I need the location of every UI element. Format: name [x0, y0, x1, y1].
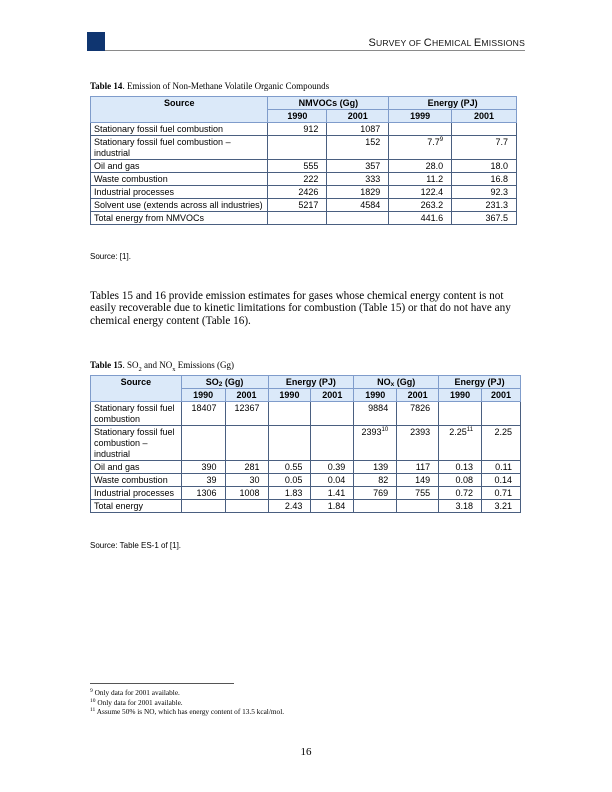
table-row-total: [91, 212, 517, 225]
value-text: 2.43: [284, 501, 303, 511]
table15-caption-label: Table 15: [90, 360, 123, 370]
footnote-text: Only data for 2001 available.: [92, 688, 180, 697]
header-text: NO: [377, 377, 391, 387]
source-cell: Waste combustion: [91, 474, 182, 487]
value-text: 9884: [368, 403, 389, 413]
value-text: 3.21: [494, 501, 512, 511]
value-text: 122.4: [420, 187, 444, 197]
table15-caption: [90, 360, 234, 373]
col-header-year: 1990: [439, 389, 482, 402]
header-title-part: S: [368, 37, 376, 49]
value-cell: [327, 212, 389, 225]
value-cell: [311, 461, 354, 474]
table14-source-note: Source: [1].: [90, 252, 131, 261]
col-header-energy-so2: Energy (PJ): [268, 376, 354, 389]
caption-text: and NO: [141, 360, 173, 370]
footnotes: [90, 688, 284, 717]
table-row: [91, 461, 521, 474]
body-paragraph: Tables 15 and 16 provide emission estimates for gases whose chemical energy content is not easily recoverable due to kinetic limitations for combustion (Table 15) or that do not have any chemical energy content (Table 16).: [90, 290, 511, 327]
source-cell: Stationary fossil fuel combustion – industrial: [91, 136, 268, 160]
footnote: [90, 688, 284, 698]
value-cell: [181, 426, 225, 461]
value-text: 12367: [234, 403, 260, 413]
value-text: 30: [249, 475, 260, 485]
value-cell: [452, 123, 517, 136]
value-cell: 357: [327, 160, 389, 173]
col-header-so2: [181, 376, 268, 389]
value-cell: [397, 487, 439, 500]
col-header-year: 1990: [268, 110, 327, 123]
value-text: 0.13: [455, 462, 474, 472]
value-text: 7.7: [427, 137, 440, 147]
value-text: 0.04: [327, 475, 346, 485]
value-cell: [311, 474, 354, 487]
value-cell: [311, 402, 354, 426]
value-cell: [482, 461, 521, 474]
caption-text: . SO: [122, 360, 139, 370]
caption-subscript: x: [172, 365, 176, 373]
table-row: [91, 402, 521, 426]
col-header-nox: [354, 376, 439, 389]
value-text: 755: [415, 488, 431, 498]
col-header-year: 2001: [311, 389, 354, 402]
value-text: 0.14: [494, 475, 512, 485]
table-row: [91, 123, 517, 136]
value-cell: [311, 500, 354, 513]
value-text: 139: [373, 462, 389, 472]
table-row: [91, 136, 517, 160]
value-cell: [268, 136, 327, 160]
col-header-year: 1990: [181, 389, 225, 402]
value-text: 769: [373, 488, 389, 498]
col-header-energy-nox: Energy (PJ): [439, 376, 521, 389]
value-text: 39: [206, 475, 217, 485]
header-rule: [105, 50, 525, 51]
value-cell: [181, 461, 225, 474]
table-row: [91, 426, 521, 461]
value-cell: [482, 487, 521, 500]
value-text: 263.2: [420, 200, 444, 210]
value-text: 28.0: [425, 161, 444, 171]
value-cell: [354, 426, 397, 461]
source-cell: Oil and gas: [91, 461, 182, 474]
col-header-energy: Energy (PJ): [389, 97, 517, 110]
value-cell: [268, 487, 311, 500]
col-header-source: Source: [91, 97, 268, 123]
table14-caption: [90, 81, 329, 91]
footnote-ref: 11: [466, 427, 474, 433]
value-text: 149: [415, 475, 431, 485]
value-cell: [482, 500, 521, 513]
value-cell: 222: [268, 173, 327, 186]
value-cell: [181, 402, 225, 426]
source-cell: Total energy from NMVOCs: [91, 212, 268, 225]
value-cell: [311, 487, 354, 500]
source-cell: Stationary fossil fuel combustion: [91, 123, 268, 136]
col-header-year: 1999: [389, 110, 452, 123]
table14-caption-label: Table 14: [90, 81, 123, 91]
value-cell: [482, 402, 521, 426]
value-cell: [311, 426, 354, 461]
value-cell: [389, 199, 452, 212]
value-text: 1.83: [284, 488, 303, 498]
value-text: 0.08: [455, 475, 474, 485]
value-text: 2393: [410, 427, 431, 437]
value-cell: [439, 402, 482, 426]
value-cell: 231.3: [452, 199, 517, 212]
col-header-nmvocs: NMVOCs (Gg): [268, 97, 389, 110]
value-cell: [397, 500, 439, 513]
col-header-year: 1990: [354, 389, 397, 402]
value-text: 0.39: [327, 462, 346, 472]
value-text: 0.71: [494, 488, 512, 498]
header-subscript: 2: [218, 381, 223, 388]
value-text: 11.2: [426, 174, 444, 184]
value-text: 18407: [191, 403, 217, 413]
value-cell: [439, 426, 482, 461]
value-cell: 18.0: [452, 160, 517, 173]
source-cell: Solvent use (extends across all industries): [91, 199, 268, 212]
value-cell: [397, 461, 439, 474]
source-cell: Industrial processes: [91, 487, 182, 500]
value-cell: [268, 461, 311, 474]
value-cell: [389, 212, 452, 225]
table-row: [91, 160, 517, 173]
value-cell: 555: [268, 160, 327, 173]
col-header-year: 2001: [482, 389, 521, 402]
running-header-title: [368, 37, 525, 49]
value-text: 82: [378, 475, 389, 485]
value-cell: [354, 461, 397, 474]
value-cell: [225, 474, 268, 487]
value-cell: [397, 402, 439, 426]
value-cell: 1829: [327, 186, 389, 199]
value-text: 0.72: [455, 488, 474, 498]
value-cell: 1087: [327, 123, 389, 136]
value-cell: 4584: [327, 199, 389, 212]
value-cell: [354, 487, 397, 500]
value-cell: [439, 461, 482, 474]
value-text: 441.6: [420, 213, 444, 223]
header-accent-block: [87, 32, 105, 51]
footnote-text: Only data for 2001 available.: [95, 697, 183, 707]
footnote: [90, 698, 284, 708]
header-text: (Gg): [394, 377, 416, 387]
table-row: [91, 474, 521, 487]
table-row: [91, 173, 517, 186]
source-cell: Waste combustion: [91, 173, 268, 186]
value-cell: 7.7: [452, 136, 517, 160]
header-text: SO: [205, 377, 219, 387]
value-cell: [268, 426, 311, 461]
value-cell: 367.5: [452, 212, 517, 225]
value-cell: [389, 123, 452, 136]
value-cell: [397, 474, 439, 487]
value-cell: 333: [327, 173, 389, 186]
value-cell: [268, 402, 311, 426]
value-cell: [389, 173, 452, 186]
value-text: 2.25: [494, 427, 512, 437]
col-header-year: 2001: [327, 110, 389, 123]
value-text: 3.18: [455, 501, 474, 511]
table15-source-note: Source: Table ES-1 of [1].: [90, 541, 182, 550]
value-cell: [181, 474, 225, 487]
value-cell: [482, 426, 521, 461]
value-cell: [225, 487, 268, 500]
table-row: [91, 199, 517, 212]
value-cell: 912: [268, 123, 327, 136]
value-text: 0.05: [284, 475, 303, 485]
value-text: 390: [201, 462, 217, 472]
table-14: [90, 96, 517, 225]
value-cell: [354, 402, 397, 426]
value-text: 1.41: [327, 488, 346, 498]
col-header-source: Source: [91, 376, 182, 402]
value-text: 1008: [239, 488, 260, 498]
value-text: 0.11: [495, 462, 512, 472]
caption-text: Emissions (Gg): [175, 360, 234, 370]
value-cell: [225, 402, 268, 426]
header-title-part: MISSIONS: [481, 38, 525, 48]
value-cell: [181, 487, 225, 500]
source-cell: Total energy: [91, 500, 182, 513]
col-header-year: 2001: [397, 389, 439, 402]
value-cell: [225, 461, 268, 474]
value-cell: [389, 186, 452, 199]
page-number: 16: [300, 746, 312, 758]
caption-subscript: 2: [138, 365, 142, 373]
value-cell: [268, 212, 327, 225]
footnote-number: 9: [90, 688, 93, 694]
value-cell: [268, 474, 311, 487]
source-cell: Stationary fossil fuel combustion: [91, 402, 182, 426]
value-cell: [225, 500, 268, 513]
value-cell: [354, 474, 397, 487]
header-subscript: x: [390, 381, 395, 388]
footnote: [90, 707, 284, 717]
footnote-rule: [90, 683, 234, 684]
table-row-total: [91, 500, 521, 513]
col-header-year: 1990: [268, 389, 311, 402]
value-cell: [482, 474, 521, 487]
footnote-number: 11: [90, 707, 96, 714]
value-cell: 92.3: [452, 186, 517, 199]
value-cell: 2426: [268, 186, 327, 199]
source-cell: Stationary fossil fuel combustion – industrial: [91, 426, 182, 461]
value-cell: [225, 426, 268, 461]
table14-caption-text: . Emission of Non-Methane Volatile Organic Compounds: [122, 81, 330, 91]
footnote-ref: 9: [439, 137, 444, 143]
header-title-part: E: [473, 37, 482, 49]
footnote-number: 10: [90, 697, 96, 704]
header-title-part: C: [423, 37, 432, 49]
source-cell: Industrial processes: [91, 186, 268, 199]
source-cell: Oil and gas: [91, 160, 268, 173]
value-text: 281: [244, 462, 260, 472]
value-cell: 152: [327, 136, 389, 160]
footnote-ref: 10: [381, 427, 389, 433]
value-cell: [354, 500, 397, 513]
value-cell: 16.8: [452, 173, 517, 186]
value-cell: [389, 160, 452, 173]
col-header-year: 2001: [452, 110, 517, 123]
value-cell: [181, 500, 225, 513]
value-cell: [397, 426, 439, 461]
header-text: (Gg): [222, 377, 244, 387]
header-title-part: HEMICAL: [431, 38, 474, 48]
value-cell: 5217: [268, 199, 327, 212]
value-text: 7826: [410, 403, 431, 413]
value-text: 2393: [361, 427, 382, 437]
value-text: 2.25: [449, 427, 467, 437]
value-text: 1.84: [327, 501, 346, 511]
header-title-part: URVEY OF: [375, 38, 424, 48]
value-text: 1306: [196, 488, 217, 498]
value-cell: [439, 487, 482, 500]
table-15: [90, 375, 521, 513]
footnote-text: Assume 50% is NO, which has energy content of 13.5 kcal/mol.: [95, 707, 285, 717]
value-cell: [439, 500, 482, 513]
value-cell: [439, 474, 482, 487]
table-row: [91, 487, 521, 500]
table-row: [91, 186, 517, 199]
value-cell: [268, 500, 311, 513]
value-text: 0.55: [284, 462, 303, 472]
value-text: 117: [415, 462, 431, 472]
value-cell: [389, 136, 452, 160]
col-header-year: 2001: [225, 389, 268, 402]
